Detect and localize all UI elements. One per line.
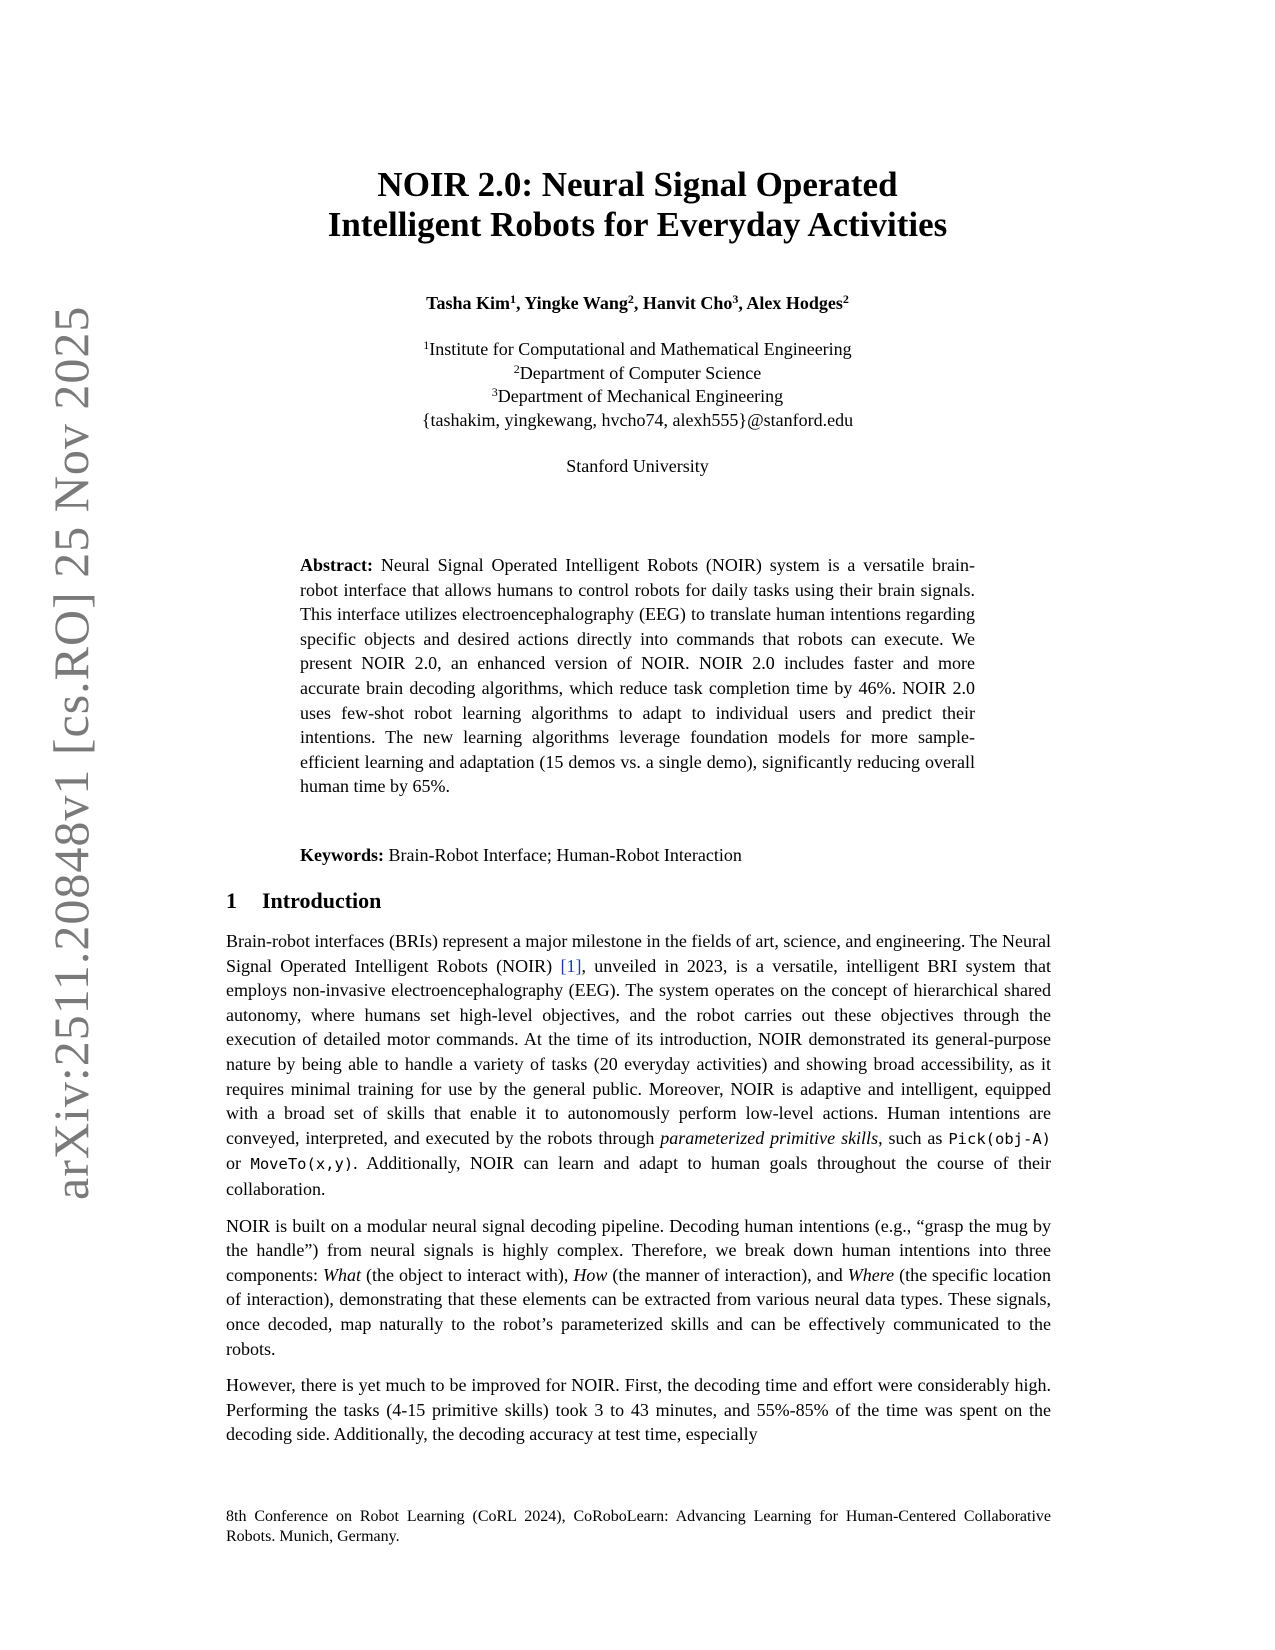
section-heading (226, 888, 381, 914)
arxiv-identifier: arXiv:2511.20848v1 [cs.RO] 25 Nov 2025 (43, 305, 99, 1200)
section-number: 1 (226, 888, 237, 913)
keywords-text: Brain-Robot Interface; Human-Robot Interaction (388, 845, 742, 865)
author-name: Yingke Wang (524, 293, 628, 313)
text-run: NOIR is built on a modular neural signal decoding pipeline. Decoding human intentions (e.g., “grasp the mug by the handle”) from neural signals is highly complex. Therefore, we break down human intentions into three components: (226, 1215, 1051, 1285)
paragraph-1 (226, 929, 1051, 1202)
affiliation-line (0, 362, 1275, 386)
university: Stanford University (566, 456, 709, 476)
affiliation-number: 2 (513, 361, 520, 376)
affiliation-line (0, 338, 1275, 362)
author-name: Alex Hodges (746, 293, 843, 313)
text-run: (the specific location of interaction), demonstrating that these elements can be extracted from various neural data types. These signals, once decoded, map naturally to the robot’s parameterized skills and can be effectively communicated to the robots. (226, 1264, 1051, 1359)
text-run: . Additionally, NOIR can learn and adapt to human goals throughout the course of their collaboration. (226, 1153, 1051, 1199)
author-list: Tasha Kim$^1$, Yingke Wang$^2$, Hanvit Cho$^3$, Alex Hodges$^2$ (426, 292, 849, 313)
affiliation-line (0, 385, 1275, 409)
author-affiliation-mark: 2 (627, 292, 634, 306)
paper-title (0, 165, 1275, 245)
text-run: or (226, 1153, 251, 1174)
affiliation-number: 3 (491, 385, 498, 399)
affiliation-text: Department of Mechanical Engineering (497, 386, 784, 406)
code-snippet: Pick(obj-A) (948, 1129, 1051, 1148)
title-line-1: NOIR 2.0: Neural Signal Operated (377, 165, 898, 204)
author-affiliation-mark: 3 (732, 292, 739, 306)
text-run: (the manner of interaction), and (607, 1264, 848, 1285)
code-snippet: MoveTo(x,y) (250, 1155, 354, 1174)
citation-link[interactable]: [1] (560, 955, 582, 976)
introduction-body (226, 929, 1051, 1459)
author-name: Hanvit Cho (642, 293, 733, 313)
emphasis-text: Where (847, 1264, 895, 1285)
emphasis-text: parameterized primitive skills (660, 1127, 879, 1148)
title-line-2: Intelligent Robots for Everyday Activities (327, 205, 948, 244)
affiliation-text: Institute for Computational and Mathematical Engineering (429, 339, 852, 359)
paragraph-2 (226, 1214, 1051, 1362)
text-run: , unveiled in 2023, is a versatile, intelligent BRI system that employs non-invasive electroencephalography (EEG). The system operates on the concept of hierarchical shared autonomy, where humans set high-level objectives, and the robot carries out these objectives through the execution of detailed motor commands. At the time of its introduction, NOIR demonstrated its general-purpose nature by being able to handle a variety of tasks (20 everyday activities) and showing broad accessibility, as it requires minimal training for use by the general public. Moreover, NOIR is adaptive and intelligent, equipped with a broad set of skills that enable it to autonomously perform low-level actions. Human intentions are conveyed, interpreted, and executed by the robots through (226, 955, 1051, 1148)
author-emails: {tashakim, yingkewang, hvcho74, alexh555}@stanford.edu (421, 409, 854, 430)
paragraph-3: However, there is yet much to be improved for NOIR. First, the decoding time and effort were considerably high. Performing the tasks (4-15 primitive skills) took 3 to 43 minutes, and 55%-85% of the time was spent on the decoding side. Additionally, the decoding accuracy at test time, especially (226, 1375, 1051, 1445)
text-run: , such as (878, 1127, 949, 1148)
section-title: Introduction (262, 888, 382, 913)
keywords (300, 845, 975, 866)
abstract-text: Neural Signal Operated Intelligent Robots (NOIR) system is a versatile brain-robot interface that allows humans to control robots for daily tasks using their brain signals. This interface utilizes electroencephalography (EEG) to translate human intentions regarding specific objects and desired actions directly into commands that robots can execute. We present NOIR 2.0, an enhanced version of NOIR. NOIR 2.0 includes faster and more accurate brain decoding algorithms, which reduce task completion time by 46%. NOIR 2.0 uses few-shot robot learning algorithms to adapt to individual users and predict their intentions. The new learning algorithms leverage foundation models for more sample-efficient learning and adaptation (15 demos vs. a single demo), significantly reducing overall human time by 65%. (300, 555, 976, 797)
conference-footnote: 8th Conference on Robot Learning (CoRL 2024), CoRoboLearn: Advancing Learning for Human-Centered Collaborative Robots. Munich, Germany. (226, 1508, 1051, 1545)
emphasis-text: What (322, 1264, 361, 1285)
text-run: Brain-robot interfaces (BRIs) represent a major milestone in the fields of art, science, and engineering. The Neural Signal Operated Intelligent Robots (NOIR) (226, 931, 1051, 976)
affiliation-text: Department of Computer Science (519, 362, 762, 383)
author-affiliation-mark: 1 (509, 292, 516, 306)
author-name: Tasha Kim (426, 293, 510, 313)
abstract (300, 553, 975, 799)
text-run: (the object to interact with), (360, 1264, 574, 1285)
affiliation-number: 1 (423, 338, 430, 352)
author-affiliation-mark: 2 (842, 292, 849, 306)
keywords-label: Keywords: (300, 845, 384, 865)
abstract-label: Abstract: (300, 555, 373, 575)
affiliations (0, 338, 1275, 432)
emphasis-text: How (573, 1264, 608, 1285)
